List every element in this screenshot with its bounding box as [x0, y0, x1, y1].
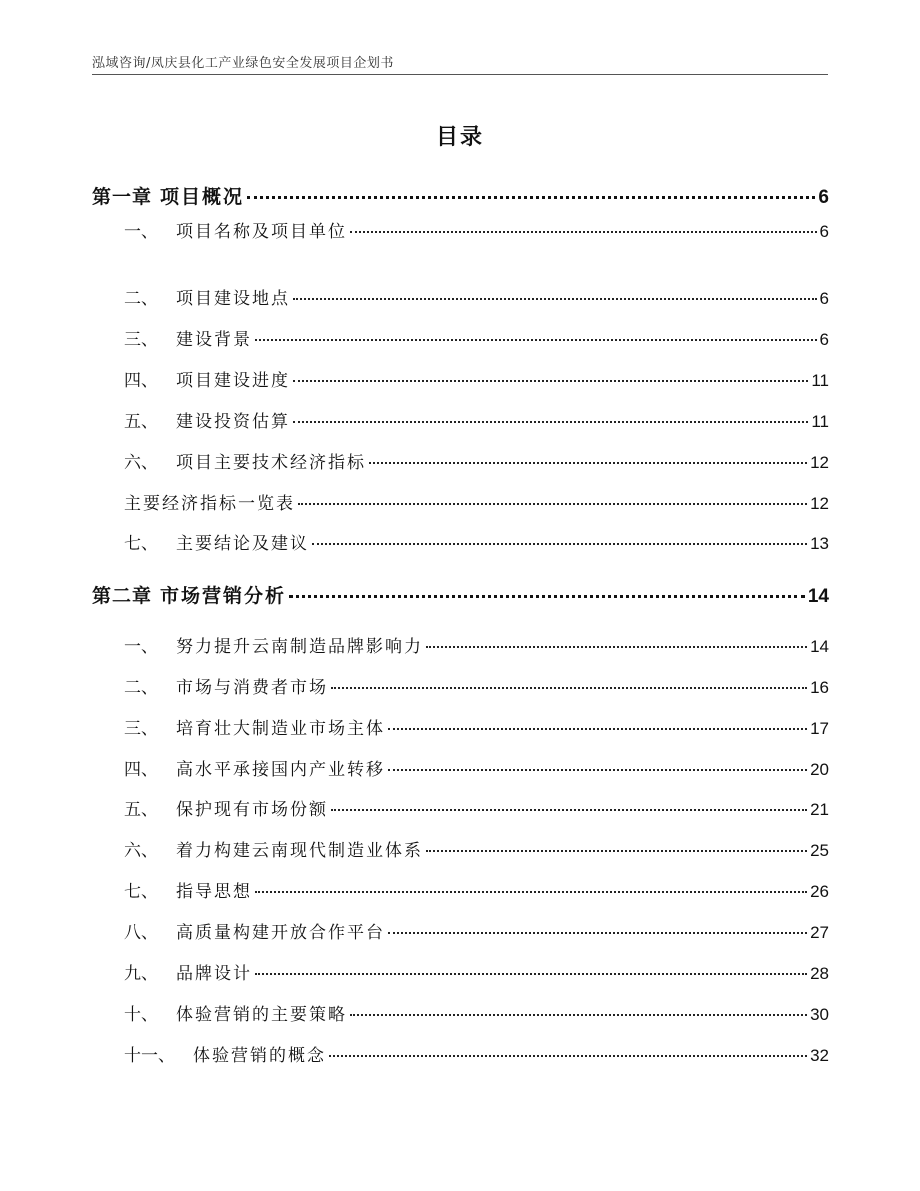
toc-entry-number: 一、 [124, 637, 158, 657]
toc-entry-page: 30 [810, 1005, 829, 1024]
toc-dot-leader [331, 809, 807, 811]
header-rule [92, 74, 828, 75]
toc-entry-title: 项目建设地点 [176, 289, 290, 309]
toc-entry-page: 14 [810, 637, 829, 656]
toc-entry-title: 建设背景 [176, 330, 252, 350]
toc-entry-number: 第一章 [92, 186, 153, 208]
toc-section-entry[interactable] [0, 407, 920, 437]
toc-entry-page: 25 [810, 841, 829, 860]
toc-entry-page: 14 [807, 586, 829, 607]
toc-entry-page: 27 [810, 923, 829, 942]
toc-entry-number: 七、 [124, 534, 158, 554]
toc-section-entry[interactable] [0, 877, 920, 907]
toc-entry-number: 四、 [124, 760, 158, 780]
toc-entry-page: 6 [819, 289, 829, 308]
toc-entry-title: 指导思想 [176, 882, 252, 902]
toc-dot-leader [289, 595, 805, 598]
toc-dot-leader [312, 543, 807, 545]
toc-entry-page: 26 [810, 882, 829, 901]
toc-entry-number: 三、 [124, 330, 158, 350]
toc-title: 目录 [435, 125, 484, 150]
toc-entry-number: 三、 [124, 719, 158, 739]
toc-entry-page: 11 [811, 371, 829, 390]
toc-entry-page: 13 [810, 534, 829, 553]
toc-section-entry[interactable] [0, 632, 920, 662]
toc-dot-leader [350, 1014, 807, 1016]
toc-entry-title: 体验营销的概念 [193, 1046, 326, 1066]
toc-entry-title: 市场与消费者市场 [176, 678, 328, 698]
toc-section-entry[interactable] [0, 673, 920, 703]
toc-dot-leader [293, 421, 808, 423]
toc-section-entry[interactable] [0, 448, 920, 478]
toc-entry-title: 努力提升云南制造品牌影响力 [176, 637, 423, 657]
toc-entry-page: 11 [811, 412, 829, 431]
toc-dot-leader [331, 687, 807, 689]
toc-section-entry[interactable] [0, 1041, 920, 1071]
toc-entry-number: 十一、 [124, 1046, 175, 1066]
toc-entry-number: 五、 [124, 800, 158, 820]
toc-dot-leader [255, 339, 817, 341]
toc-dot-leader [388, 769, 807, 771]
toc-entry-page: 21 [810, 800, 829, 819]
toc-dot-leader [293, 298, 817, 300]
toc-dot-leader [247, 196, 815, 199]
toc-entry-title: 品牌设计 [176, 964, 252, 984]
toc-section-entry[interactable] [0, 217, 920, 247]
toc-entry-page: 20 [810, 760, 829, 779]
toc-entry-number: 九、 [124, 964, 158, 984]
toc-entry-title: 项目建设进度 [176, 371, 290, 391]
toc-dot-leader [350, 231, 817, 233]
toc-entry-title: 着力构建云南现代制造业体系 [176, 841, 423, 861]
toc-section-entry[interactable] [0, 1000, 920, 1030]
toc-entry-page: 32 [810, 1046, 829, 1065]
toc-entry-title: 项目名称及项目单位 [176, 222, 347, 242]
toc-entry-page: 6 [818, 187, 829, 208]
toc-section-entry[interactable] [0, 284, 920, 314]
toc-section-entry[interactable] [0, 795, 920, 825]
toc-section-entry[interactable] [0, 959, 920, 989]
toc-entry-number: 第二章 [92, 585, 153, 607]
toc-dot-leader [329, 1055, 807, 1057]
document-header: 泓域咨询/凤庆县化工产业绿色安全发展项目企划书 [92, 56, 394, 71]
toc-entry-title: 主要结论及建议 [176, 534, 309, 554]
toc-dot-leader [388, 728, 807, 730]
toc-entry-page: 12 [810, 453, 829, 472]
toc-entry-title: 高水平承接国内产业转移 [176, 760, 385, 780]
toc-dot-leader [369, 462, 807, 464]
toc-entry-page: 12 [810, 494, 829, 513]
toc-entry-page: 28 [810, 964, 829, 983]
toc-entry-number: 一、 [124, 222, 158, 242]
toc-entry-title: 项目概况 [160, 186, 245, 208]
toc-entry-title: 培育壮大制造业市场主体 [176, 719, 385, 739]
toc-entry-number: 二、 [124, 289, 158, 309]
toc-entry-title: 市场营销分析 [160, 585, 287, 607]
toc-entry-number: 二、 [124, 678, 158, 698]
toc-section-entry[interactable] [0, 366, 920, 396]
toc-section-entry[interactable] [0, 714, 920, 744]
toc-entry-number: 五、 [124, 412, 158, 432]
toc-section-entry[interactable] [0, 918, 920, 948]
toc-entry-number: 七、 [124, 882, 158, 902]
toc-entry-page: 6 [819, 330, 829, 349]
toc-dot-leader [255, 973, 807, 975]
toc-entry-number: 八、 [124, 923, 158, 943]
toc-section-entry[interactable] [0, 489, 920, 519]
toc-dot-leader [293, 380, 808, 382]
toc-entry-title: 项目主要技术经济指标 [176, 453, 366, 473]
toc-entry-title: 高质量构建开放合作平台 [176, 923, 385, 943]
toc-entry-page: 17 [810, 719, 829, 738]
toc-entry-number: 十、 [124, 1005, 158, 1025]
toc-entry-title: 建设投资估算 [176, 412, 290, 432]
toc-dot-leader [298, 503, 807, 505]
toc-entry-title: 主要经济指标一览表 [124, 494, 295, 514]
toc-chapter-entry[interactable] [0, 182, 920, 212]
toc-dot-leader [388, 932, 807, 934]
toc-entry-page: 16 [810, 678, 829, 697]
toc-dot-leader [255, 891, 807, 893]
toc-section-entry[interactable] [0, 325, 920, 355]
toc-dot-leader [426, 850, 807, 852]
toc-chapter-entry[interactable] [0, 581, 920, 611]
toc-entry-title: 体验营销的主要策略 [176, 1005, 347, 1025]
toc-entry-number: 六、 [124, 453, 158, 473]
toc-entry-number: 六、 [124, 841, 158, 861]
toc-section-entry[interactable] [0, 836, 920, 866]
toc-section-entry[interactable] [0, 529, 920, 559]
toc-entry-page: 6 [819, 222, 829, 241]
toc-entry-number: 四、 [124, 371, 158, 391]
toc-section-entry[interactable] [0, 755, 920, 785]
toc-dot-leader [426, 646, 807, 648]
toc-entry-title: 保护现有市场份额 [176, 800, 328, 820]
